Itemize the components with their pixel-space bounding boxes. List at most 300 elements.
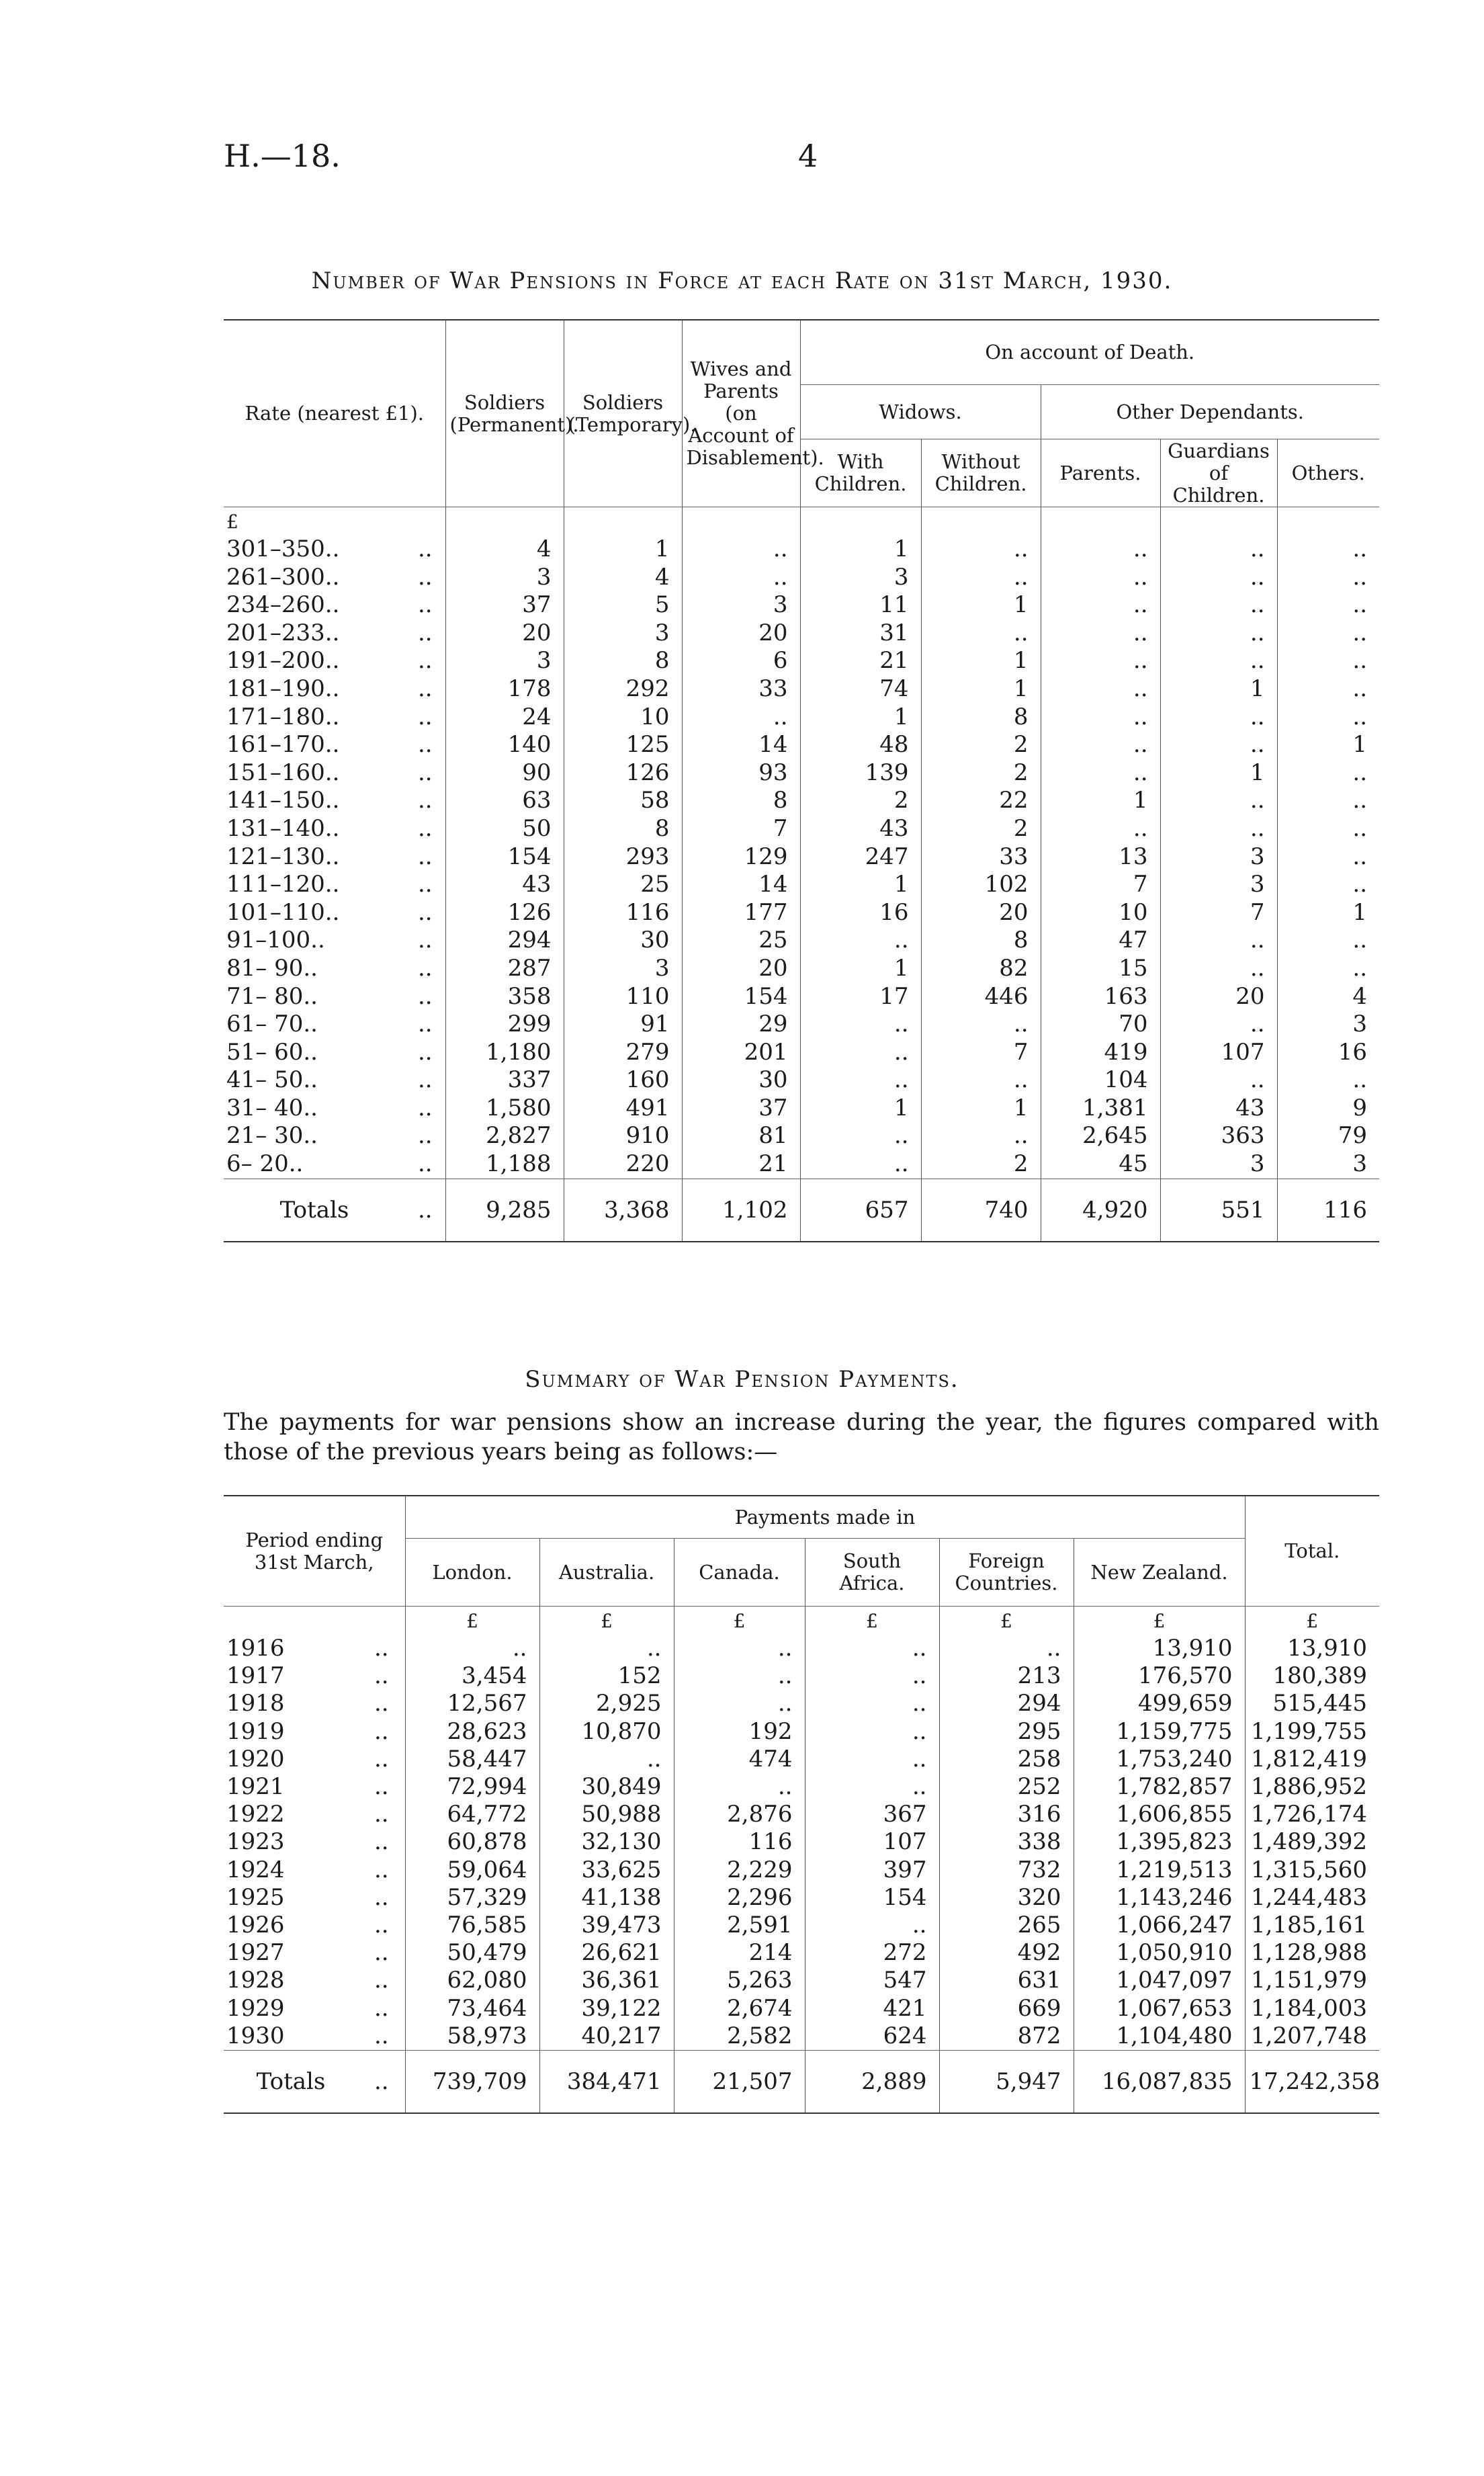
table-cell: 74 [800,675,921,703]
table-cell: .. [1277,759,1379,787]
table-cell: .. [921,1011,1041,1039]
table-cell: 14 [682,731,800,759]
table-row [224,703,1379,732]
table-cell: 8 [682,787,800,815]
table-cell: 1,159,775 [1074,1718,1245,1746]
table-cell: 16,087,835 [1074,2051,1245,2114]
table-row [224,1801,1379,1828]
table-cell: .. [1277,955,1379,983]
totals-row [224,1179,1379,1242]
table-cell: 657 [800,1179,921,1242]
leader-dots: .. [417,731,433,759]
table-cell: 872 [939,2022,1074,2051]
table-cell: 43 [800,815,921,843]
leader-dots: .. [417,1094,433,1121]
table-cell: 45 [1041,1150,1160,1179]
table-cell: 1,726,174 [1245,1801,1379,1828]
table-cell: 1,489,392 [1245,1828,1379,1856]
table-cell: .. [1041,536,1160,564]
leader-dots: .. [374,1662,389,1690]
table-cell: 367 [805,1801,939,1828]
table-row [224,1856,1379,1884]
table-cell: .. [921,1066,1041,1095]
table-cell: 50,988 [539,1801,674,1828]
table-row [224,1039,1379,1067]
table-cell: .. [674,1690,805,1717]
table-cell: 40,217 [539,2022,674,2051]
totals-row [224,2051,1379,2114]
table-cell: 338 [939,1828,1074,1856]
table-cell: .. [800,1150,921,1179]
row-label: 1924 [226,1856,285,1883]
table-row [224,983,1379,1011]
table-cell: 1 [800,703,921,732]
leader-dots: .. [417,927,433,954]
table-cell: 2 [921,731,1041,759]
table-cell: 2 [921,815,1041,843]
leader-dots: .. [417,982,433,1010]
table-cell: 126 [564,759,682,787]
row-label: 1923 [226,1828,285,1856]
table-cell: 39,122 [539,1995,674,2022]
row-label: 201–233.. [226,619,340,646]
table-cell: 1,782,857 [1074,1773,1245,1801]
leader-dots: .. [417,563,433,591]
header-other-dependants: Other Dependants. [1041,385,1379,439]
table-cell: 36,361 [539,1967,674,1994]
table-cell: .. [674,1635,805,1662]
table-cell: 3 [1277,1150,1379,1179]
table-cell: 446 [921,983,1041,1011]
currency-symbol: £ [539,1607,674,1635]
table-cell: 201 [682,1039,800,1067]
table-cell: 2 [921,759,1041,787]
table-cell: 28,623 [405,1718,539,1746]
table-row [224,1995,1379,2022]
table-row [224,1718,1379,1746]
table-cell: .. [800,1122,921,1150]
table-cell: 292 [564,675,682,703]
table-cell: .. [682,536,800,564]
table-cell: 1,128,988 [1245,1939,1379,1967]
row-label: 234–260.. [226,591,340,619]
leader-dots: .. [358,2051,405,2114]
table-cell: 37 [682,1095,800,1123]
row-label: 151–160.. [226,759,340,786]
header-widows: Widows. [800,385,1041,439]
table-cell: .. [1041,620,1160,648]
row-label: 1921 [226,1773,285,1801]
table-cell: 252 [939,1773,1074,1801]
table-cell: 41,138 [539,1884,674,1912]
table-row [224,871,1379,899]
table-cell: 294 [939,1690,1074,1717]
table-cell: .. [682,703,800,732]
summary-title: Summary of War Pension Payments. [525,1366,959,1393]
table-cell: 1 [921,675,1041,703]
table-cell: 20 [921,899,1041,927]
table-cell: 1,886,952 [1245,1773,1379,1801]
row-label: 101–110.. [226,898,340,926]
row-label: 191–200.. [226,647,340,675]
table-cell: 30 [564,927,682,955]
table-cell: .. [1041,564,1160,592]
header-others: Others. [1277,439,1379,507]
table-cell: 669 [939,1995,1074,2022]
table-cell: 3 [445,564,564,592]
table-cell: 76,585 [405,1912,539,1939]
table-cell: .. [1160,591,1277,620]
table-cell: 5,947 [939,2051,1074,2114]
row-label: 81– 90.. [226,954,318,982]
table-cell: 33,625 [539,1856,674,1884]
row-label: 91–100.. [226,927,325,954]
table-cell: 1 [921,647,1041,675]
table-cell: 32,130 [539,1828,674,1856]
table-cell: 3 [1160,871,1277,899]
table-cell: 154 [682,983,800,1011]
table-cell: .. [1277,620,1379,648]
table-cell: 178 [445,675,564,703]
summary-intro: The payments for war pensions show an increase during the year, the figures compared with those of the previous years being as follows:— [224,1409,1379,1465]
table-cell: .. [805,1690,939,1717]
row-label: 1929 [226,1994,285,2022]
table-cell: .. [1041,759,1160,787]
table-cell: 732 [939,1856,1074,1884]
table-cell: 25 [564,871,682,899]
table-cell: .. [682,564,800,592]
leader-dots: .. [417,843,433,870]
table-cell: 29 [682,1011,800,1039]
row-label: 61– 70.. [226,1011,318,1038]
table-cell: .. [1277,564,1379,592]
table-cell: .. [674,1773,805,1801]
table-cell: 37 [445,591,564,620]
row-label: 1917 [226,1662,285,1690]
table-cell: 220 [564,1150,682,1179]
table-cell: 154 [445,843,564,871]
table-cell: 60,878 [405,1828,539,1856]
table-cell: 116 [674,1828,805,1856]
row-label: 1920 [226,1745,285,1773]
table-cell: 3 [564,620,682,648]
leader-dots: .. [374,1994,389,2022]
table-cell: 258 [939,1746,1074,1773]
currency-row [224,507,1379,536]
row-label: 141–150.. [226,787,340,814]
table-cell: .. [921,1122,1041,1150]
table-cell: 58 [564,787,682,815]
table-cell: 192 [674,1718,805,1746]
table-cell: 1,188 [445,1150,564,1179]
table-cell: .. [1160,955,1277,983]
table-cell: 20 [1160,983,1277,1011]
table-cell: 125 [564,731,682,759]
table-cell: 126 [445,899,564,927]
table-cell: 910 [564,1122,682,1150]
table-cell: 39,473 [539,1912,674,1939]
leader-dots: .. [417,787,433,814]
table-cell: 1 [800,871,921,899]
table-cell: .. [1277,871,1379,899]
row-label: 1926 [226,1912,285,1939]
table-cell: 7 [1041,871,1160,899]
table-cell: 1,104,480 [1074,2022,1245,2051]
leader-dots: .. [374,1801,389,1828]
table-cell: .. [800,1066,921,1095]
table-cell: 1,199,755 [1245,1718,1379,1746]
table-cell: .. [1041,647,1160,675]
table-cell: 1,207,748 [1245,2022,1379,2051]
leader-dots: .. [417,1011,433,1038]
table-cell: 81 [682,1122,800,1150]
row-label: 1928 [226,1967,285,1994]
table-cell: 62,080 [405,1967,539,1994]
row-label: 261–300.. [226,563,340,591]
leader-dots: .. [374,1828,389,1856]
table-cell: 1 [800,955,921,983]
table-cell: .. [1041,675,1160,703]
table-cell: 110 [564,983,682,1011]
table-cell: 2 [921,1150,1041,1179]
table-cell: 7 [682,815,800,843]
table-cell: 4 [1277,983,1379,1011]
table-cell: 57,329 [405,1884,539,1912]
table1-body [224,507,1379,1242]
table-cell: 515,445 [1245,1690,1379,1717]
table-cell: .. [1277,927,1379,955]
table-cell: 1 [1160,675,1277,703]
table-row [224,731,1379,759]
table-cell: 739,709 [405,2051,539,2114]
leader-dots: .. [417,591,433,619]
table-cell: 90 [445,759,564,787]
table-cell: 33 [682,675,800,703]
table-cell: 58,973 [405,2022,539,2051]
table-cell: 1 [800,1095,921,1123]
table-cell: 1 [800,536,921,564]
leader-dots: .. [374,1883,389,1911]
table-cell: 3 [564,955,682,983]
table-cell: 316 [939,1801,1074,1828]
leader-dots: .. [417,954,433,982]
leader-dots: .. [417,1038,433,1066]
table-cell: 363 [1160,1122,1277,1150]
table-cell: 1,395,823 [1074,1828,1245,1856]
table-row [224,1828,1379,1856]
table-cell: 82 [921,955,1041,983]
table-cell: 5 [564,591,682,620]
table-cell: 139 [800,759,921,787]
document-reference: H.—18. [224,138,341,174]
leader-dots: .. [374,1717,389,1745]
table-cell: 8 [564,647,682,675]
table1-title: Number of War Pensions in Force at each Rate on 31st March, 1930. [311,267,1173,294]
table-cell: 48 [800,731,921,759]
table-cell: 358 [445,983,564,1011]
table-cell: 2,674 [674,1995,805,2022]
table-cell: 73,464 [405,1995,539,2022]
row-label: 6– 20.. [226,1150,304,1178]
table-cell: 13,910 [1245,1635,1379,1662]
table-cell: 2,645 [1041,1122,1160,1150]
row-label: 121–130.. [226,843,340,870]
table-cell: 163 [1041,983,1160,1011]
table-row [224,591,1379,620]
table-row [224,1690,1379,1717]
table-cell: .. [1160,647,1277,675]
table-cell: 2,925 [539,1690,674,1717]
table-cell: 214 [674,1939,805,1967]
table-cell: 63 [445,787,564,815]
table-row [224,787,1379,815]
table-cell: 64,772 [405,1801,539,1828]
row-label: 71– 80.. [226,982,318,1010]
row-label: 171–180.. [226,703,340,730]
table-cell: 10 [1041,899,1160,927]
leader-dots: .. [374,1635,389,1662]
row-label: 301–350.. [226,536,340,562]
currency-row [224,1607,1379,1635]
table-cell: 1,067,653 [1074,1995,1245,2022]
table-cell: .. [1277,703,1379,732]
table-cell: .. [1160,536,1277,564]
table-cell: 16 [1277,1039,1379,1067]
row-label: 21– 30.. [226,1122,318,1150]
table-row [224,1150,1379,1179]
currency-symbol: £ [939,1607,1074,1635]
table-cell: .. [1277,815,1379,843]
table-cell: .. [939,1635,1074,1662]
table-cell: 129 [682,843,800,871]
table-cell: .. [1041,731,1160,759]
table-cell: 247 [800,843,921,871]
table-cell: .. [805,1912,939,1939]
table-cell: 1,047,097 [1074,1967,1245,1994]
table-cell: 26,621 [539,1939,674,1967]
header-total: Total. [1245,1496,1379,1607]
table-cell: 116 [564,899,682,927]
table-row [224,675,1379,703]
table-cell: 13 [1041,843,1160,871]
table-cell: 1 [1277,731,1379,759]
table-cell: .. [1277,675,1379,703]
table-cell: 25 [682,927,800,955]
table-cell: 1,606,855 [1074,1801,1245,1828]
table-cell: .. [1041,591,1160,620]
table-cell: 7 [1160,899,1277,927]
row-label: 131–140.. [226,814,340,842]
table-cell: .. [1041,815,1160,843]
leader-dots: .. [417,1066,433,1094]
header-foreign-countries: Foreign Countries. [939,1539,1074,1607]
table-cell: 265 [939,1912,1074,1939]
table-cell: 21 [800,647,921,675]
table-cell: 1,180 [445,1039,564,1067]
table-cell: 21,507 [674,2051,805,2114]
table-cell: 4 [564,564,682,592]
table-row [224,899,1379,927]
totals-label: Totals [224,1179,405,1242]
table-cell: 1,381 [1041,1095,1160,1123]
table-cell: .. [1160,815,1277,843]
table-cell: 1,753,240 [1074,1746,1245,1773]
row-label: 1916 [226,1635,285,1662]
table-row [224,955,1379,983]
table-cell: 20 [682,955,800,983]
table-cell: 1 [564,536,682,564]
header-soldiers-permanent: Soldiers (Permanent). [445,320,564,507]
currency-symbol: £ [405,1607,539,1635]
table-cell: 33 [921,843,1041,871]
row-label: 1925 [226,1883,285,1911]
table-cell: 116 [1277,1179,1379,1242]
table-cell: .. [1160,787,1277,815]
row-label: 31– 40.. [226,1094,318,1121]
table-cell: 1 [1277,899,1379,927]
table-cell: 2,582 [674,2022,805,2051]
table-cell: 3 [1277,1011,1379,1039]
table-cell: 1,151,979 [1245,1967,1379,1994]
table-cell: 1,315,560 [1245,1856,1379,1884]
table-cell: 10 [564,703,682,732]
table-cell: 24 [445,703,564,732]
currency-symbol: £ [1245,1607,1379,1635]
table-cell: 59,064 [405,1856,539,1884]
table-cell: .. [921,564,1041,592]
table-cell: 3 [1160,843,1277,871]
table-cell: 50 [445,815,564,843]
table-cell: 1 [921,591,1041,620]
table-cell: 5,263 [674,1967,805,1994]
table-cell: 160 [564,1066,682,1095]
row-label: 41– 50.. [226,1066,318,1094]
table-cell: 43 [1160,1095,1277,1123]
header-london: London. [405,1539,539,1607]
header-without-children: Without Children. [921,439,1041,507]
header-canada: Canada. [674,1539,805,1607]
table-cell: 2,827 [445,1122,564,1150]
leader-dots: .. [374,1967,389,1994]
table-cell: .. [405,1635,539,1662]
leader-dots: .. [417,814,433,842]
table-cell: 631 [939,1967,1074,1994]
table-cell: 419 [1041,1039,1160,1067]
table-row [224,1939,1379,1967]
header-south-africa: South Africa. [805,1539,939,1607]
currency-symbol: £ [226,510,238,533]
table-row [224,815,1379,843]
row-label: 1922 [226,1801,285,1828]
table-cell: .. [800,1039,921,1067]
table-cell: .. [805,1635,939,1662]
table-cell: 551 [1160,1179,1277,1242]
table-cell: 421 [805,1995,939,2022]
table-row [224,1122,1379,1150]
table-cell: 1 [1160,759,1277,787]
table-cell: 107 [805,1828,939,1856]
header-parents: Parents. [1041,439,1160,507]
leader-dots: .. [417,675,433,702]
row-label: 51– 60.. [226,1038,318,1066]
table-cell: 20 [445,620,564,648]
header-with-children: With Children. [800,439,921,507]
table-cell: .. [1160,703,1277,732]
table-cell: .. [1277,787,1379,815]
table-cell: 180,389 [1245,1662,1379,1690]
table-cell: 1,185,161 [1245,1912,1379,1939]
header-australia: Australia. [539,1539,674,1607]
